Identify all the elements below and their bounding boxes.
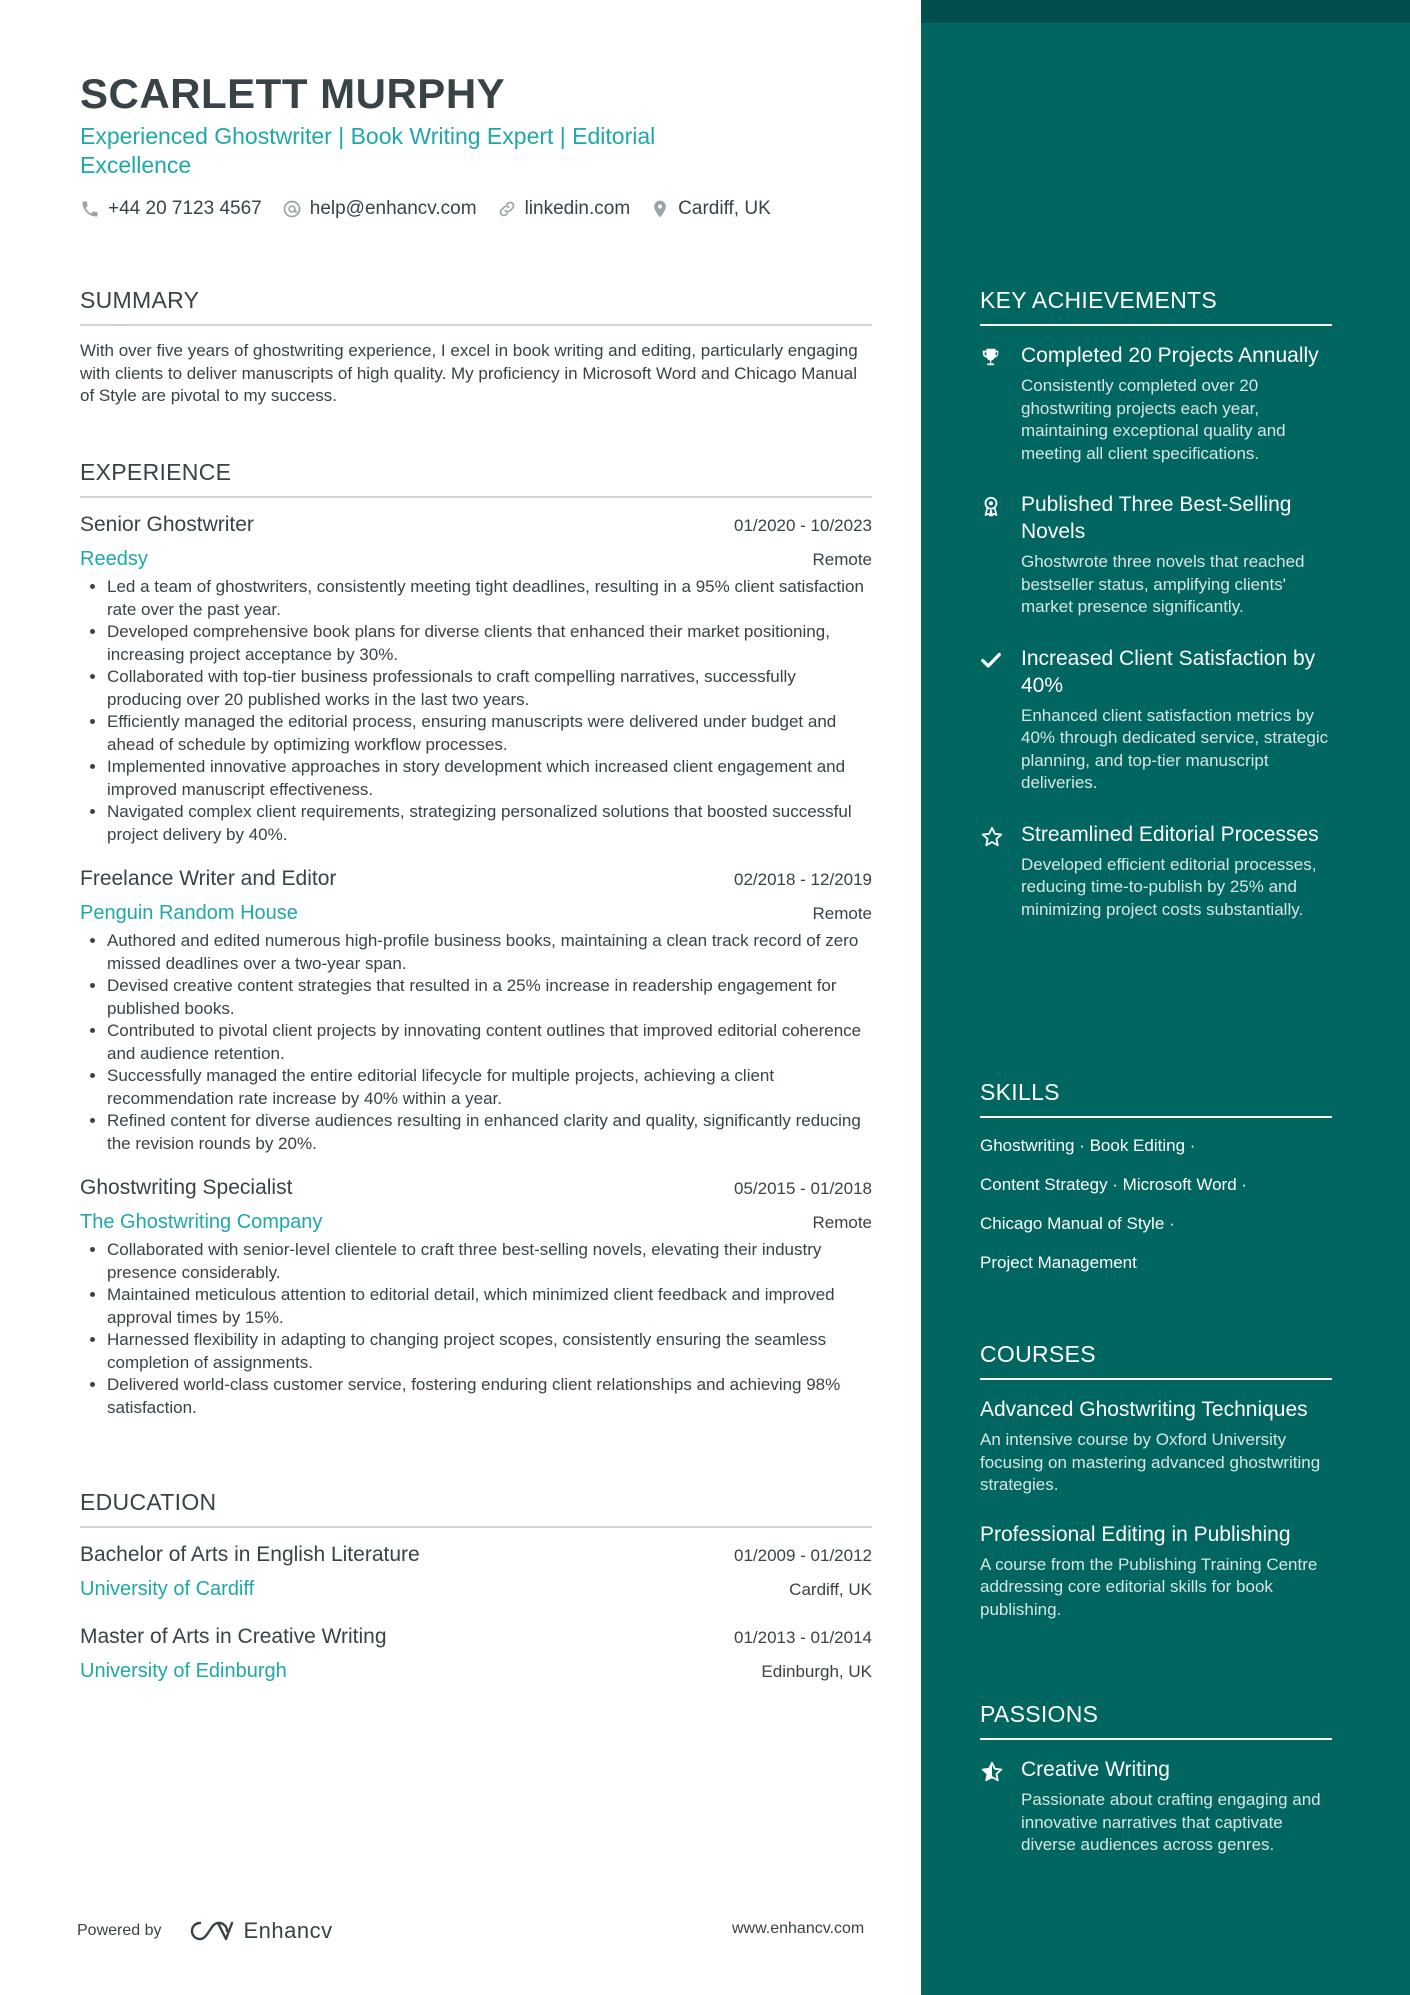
- achievement-title: Completed 20 Projects Annually: [1021, 344, 1319, 367]
- job-bullet: • Refined content for diverse audiences resulting in enhanced clarity and quality, significantly reducing the revision rounds by 20%.: [107, 1110, 872, 1155]
- job-entry: [80, 866, 872, 1155]
- course-title: Advanced Ghostwriting Techniques: [980, 1398, 1308, 1421]
- enhancv-logo-text: Enhancv: [243, 1918, 333, 1943]
- checkmark-icon: [980, 649, 1002, 671]
- achievement-title: Increased Client Satisfaction by 40%: [1021, 646, 1316, 697]
- experience-title: EXPERIENCE: [80, 459, 232, 485]
- job-bullet: • Successfully managed the entire editorial lifecycle for multiple projects, achieving a client recommendation rate increase by 40% within a year.: [107, 1065, 872, 1110]
- star-outline-icon: [980, 825, 1004, 849]
- achievement-item: [980, 821, 1332, 922]
- star-half-icon: [980, 1760, 1004, 1784]
- course-desc: An intensive course by Oxford University focusing on mastering advanced ghostwriting strategies.: [980, 1430, 1321, 1494]
- job-bullet: • Collaborated with top-tier business professionals to craft compelling narratives, successfully producing over 20 published works in the last two years.: [107, 666, 872, 711]
- job-entry: [80, 1175, 872, 1419]
- course-desc: A course from the Publishing Training Centre addressing core editorial skills for book publishing.: [980, 1554, 1318, 1619]
- job-date: 02/2018 - 12/2019: [733, 870, 872, 889]
- location-pin-icon: [650, 199, 670, 219]
- job-bullet: • Developed comprehensive book plans for diverse clients that enhanced their market positioning, increasing project acceptance by 30%.: [107, 621, 872, 666]
- job-bullets: [80, 576, 872, 846]
- job-bullet: • Delivered world-class customer service, fostering enduring client relationships and achieving 98% satisfaction.: [107, 1374, 872, 1419]
- job-date: 01/2020 - 10/2023: [733, 516, 872, 535]
- degree: Bachelor of Arts in English Literature: [80, 1543, 420, 1566]
- experience-section: [80, 458, 872, 1419]
- enhancv-logo-icon: [188, 1919, 234, 1943]
- section-divider: [980, 1378, 1332, 1380]
- education-section: [80, 1488, 872, 1684]
- job-bullets: [80, 930, 872, 1155]
- course-title: Professional Editing in Publishing: [980, 1522, 1291, 1546]
- skill-line: Ghostwriting · Book Editing ·: [980, 1136, 1196, 1155]
- skill-line: Content Strategy · Microsoft Word ·: [980, 1175, 1248, 1194]
- enhancv-logo[interactable]: [188, 1918, 333, 1944]
- job-location: Remote: [812, 550, 872, 569]
- contact-email[interactable]: [282, 198, 477, 220]
- courses-section: [980, 1340, 1332, 1621]
- job-location: Remote: [812, 904, 872, 923]
- job-title: Senior Ghostwriter: [80, 513, 254, 536]
- at-icon: [282, 199, 302, 219]
- job-title: Ghostwriting Specialist: [80, 1176, 293, 1199]
- school: University of Cardiff: [80, 1578, 255, 1600]
- course-item: [980, 1396, 1332, 1497]
- passion-desc: Passionate about crafting engaging and innovative narratives that captivate diverse audiences across genres.: [1021, 1790, 1321, 1854]
- achievements-section: [980, 286, 1332, 921]
- job-date: 05/2015 - 01/2018: [733, 1179, 872, 1198]
- skills-title: SKILLS: [980, 1079, 1060, 1105]
- trophy-icon: [980, 346, 1002, 368]
- education-entry: [80, 1542, 872, 1602]
- education-location: Cardiff, UK: [789, 1580, 872, 1599]
- passion-title: Creative Writing: [1021, 1758, 1170, 1781]
- section-divider: [80, 496, 872, 498]
- skill-line: Project Management: [980, 1253, 1137, 1272]
- sidebar: [921, 0, 1410, 1995]
- job-bullet: • Contributed to pivotal client projects by innovating content outlines that improved editorial coherence and audience retention.: [107, 1020, 872, 1065]
- passions-title: PASSIONS: [980, 1701, 1099, 1727]
- candidate-name: SCARLETT MURPHY: [80, 70, 506, 117]
- passions-section: [980, 1700, 1332, 1857]
- summary-title: SUMMARY: [80, 287, 200, 313]
- job-title: Freelance Writer and Editor: [80, 867, 337, 890]
- achievement-title: Streamlined Editorial Processes: [1021, 822, 1319, 846]
- email-text: help@enhancv.com: [309, 198, 477, 219]
- job-company: The Ghostwriting Company: [80, 1211, 323, 1233]
- powered-by-text: Powered by: [77, 1922, 162, 1939]
- phone-icon: [80, 199, 100, 219]
- achievement-title: Published Three Best-Selling Novels: [1021, 493, 1292, 543]
- job-bullet: • Navigated complex client requirements, strategizing personalized solutions that boosted successful project delivery by 40%.: [107, 801, 872, 846]
- award-ribbon-icon: [980, 495, 1002, 517]
- job-bullet: • Implemented innovative approaches in story development which increased client engagement and improved manuscript effectiveness.: [107, 756, 872, 801]
- achievements-title: KEY ACHIEVEMENTS: [980, 287, 1218, 313]
- section-divider: [980, 1738, 1332, 1740]
- school: University of Edinburgh: [80, 1660, 287, 1682]
- skills-section: [980, 1078, 1332, 1290]
- location-text: Cardiff, UK: [678, 198, 771, 219]
- course-item: [980, 1521, 1332, 1622]
- summary-section: [80, 286, 872, 408]
- education-location: Edinburgh, UK: [761, 1662, 872, 1681]
- job-bullet: • Led a team of ghostwriters, consistently meeting tight deadlines, resulting in a 95% client satisfaction rate over the past year.: [107, 576, 872, 621]
- job-company: Reedsy: [80, 548, 148, 570]
- achievement-item: [980, 342, 1332, 465]
- section-divider: [80, 324, 872, 326]
- link-icon: [497, 199, 517, 219]
- contact-location: [650, 198, 771, 220]
- job-company: Penguin Random House: [80, 902, 298, 924]
- skills-list: [980, 1134, 1332, 1290]
- phone-text: +44 20 7123 4567: [108, 198, 262, 219]
- job-location: Remote: [812, 1213, 872, 1232]
- education-title: EDUCATION: [80, 1489, 217, 1515]
- section-divider: [80, 1526, 872, 1528]
- job-entry: [80, 512, 872, 846]
- contact-linkedin[interactable]: [497, 198, 631, 220]
- job-bullet: • Devised creative content strategies that resulted in a 25% increase in readership engagement for published books.: [107, 975, 872, 1020]
- passion-item: [980, 1756, 1332, 1857]
- headline: Experienced Ghostwriter | Book Writing Expert | Editorial Excellence: [80, 123, 656, 178]
- job-bullets: [80, 1239, 872, 1419]
- job-bullet: • Efficiently managed the editorial process, ensuring manuscripts were delivered under budget and ahead of schedule by optimizing workflow processes.: [107, 711, 872, 756]
- degree: Master of Arts in Creative Writing: [80, 1625, 387, 1648]
- job-bullet: • Collaborated with senior-level clientele to craft three best-selling novels, elevating their industry presence considerably.: [107, 1239, 872, 1284]
- skill-line: Chicago Manual of Style ·: [980, 1214, 1175, 1233]
- achievement-item: [980, 645, 1332, 795]
- achievement-desc: Enhanced client satisfaction metrics by 40% through dedicated service, strategic planning, and top-tier manuscript deliveries.: [1021, 705, 1329, 792]
- section-divider: [980, 324, 1332, 326]
- achievement-desc: Developed efficient editorial processes, reducing time-to-publish by 25% and minimizing project costs substantially.: [1021, 854, 1317, 919]
- contact-phone[interactable]: [80, 198, 262, 220]
- job-bullet: • Maintained meticulous attention to editorial detail, which minimized client feedback and improved approval times by 15%.: [107, 1284, 872, 1329]
- footer-website[interactable]: www.enhancv.com: [732, 1920, 865, 1937]
- achievement-desc: Ghostwrote three novels that reached bestseller status, amplifying clients' market presence significantly.: [1021, 552, 1305, 616]
- education-entry: [80, 1624, 872, 1684]
- achievement-item: [980, 491, 1332, 619]
- contact-bar: [80, 198, 791, 220]
- footer-branding: [77, 1918, 333, 1944]
- job-bullet: • Authored and edited numerous high-profile business books, maintaining a clean track record of zero missed deadlines over a two-year span.: [107, 930, 872, 975]
- achievement-desc: Consistently completed over 20 ghostwriting projects each year, maintaining exceptional quality and meeting all client specifications.: [1021, 376, 1286, 463]
- summary-text: With over five years of ghostwriting experience, I excel in book writing and editing, particularly engaging with clients to deliver manuscripts of high quality. My proficiency in Microsoft Word and Chicago Manual of Style are pivotal to my success.: [80, 341, 858, 405]
- education-date: 01/2013 - 01/2014: [733, 1628, 872, 1647]
- courses-title: COURSES: [980, 1341, 1096, 1367]
- linkedin-text: linkedin.com: [524, 198, 631, 219]
- section-divider: [980, 1116, 1332, 1118]
- education-date: 01/2009 - 01/2012: [733, 1546, 872, 1565]
- sidebar-top-band: [921, 0, 1410, 23]
- job-bullet: • Harnessed flexibility in adapting to changing project scopes, consistently ensuring the seamless completion of assignments.: [107, 1329, 872, 1374]
